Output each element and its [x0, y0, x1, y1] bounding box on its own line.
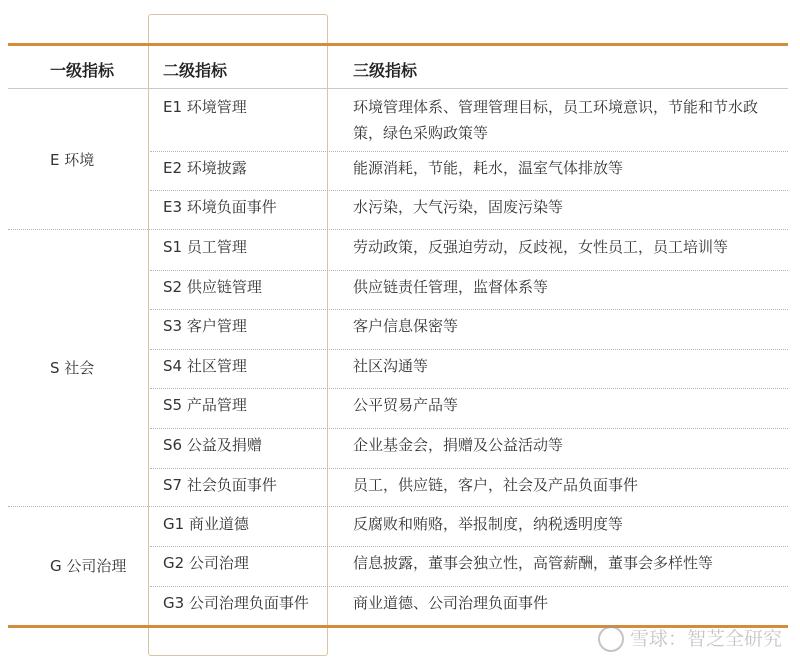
level3-indicator: 反腐败和贿赂，举报制度，纳税透明度等	[353, 515, 624, 533]
level2-indicator: G3 公司治理负面事件	[163, 594, 309, 612]
level3-indicator: 商业道德、公司治理负面事件	[353, 594, 549, 612]
level2-indicator: E1 环境管理	[163, 98, 247, 116]
level2-indicator: S1 员工管理	[163, 238, 247, 256]
row-divider	[150, 586, 788, 587]
level2-indicator: S2 供应链管理	[163, 278, 262, 296]
row-divider	[150, 349, 788, 350]
level2-indicator: S3 客户管理	[163, 317, 247, 335]
row-divider	[150, 388, 788, 389]
row-divider	[150, 270, 788, 271]
level3-indicator: 信息披露，董事会独立性，高管薪酬，董事会多样性等	[353, 554, 714, 572]
category-label: E 环境	[50, 150, 95, 169]
category-label: G 公司治理	[50, 557, 127, 575]
row-divider	[150, 151, 788, 152]
level2-indicator: E2 环境披露	[163, 159, 247, 177]
level3-indicator: 能源消耗，节能，耗水，温室气体排放等	[353, 159, 624, 177]
level3-indicator: 劳动政策，反强迫劳动，反歧视，女性员工，员工培训等	[353, 238, 729, 256]
snowball-logo-icon	[598, 626, 624, 652]
watermark-text: 雪球：智芝全研究	[629, 627, 782, 650]
row-divider	[150, 468, 788, 469]
level2-indicator: S6 公益及捐赠	[163, 436, 262, 454]
table-top-rule	[8, 43, 788, 46]
level2-indicator: G1 商业道德	[163, 515, 249, 533]
level2-indicator: S7 社会负面事件	[163, 476, 277, 494]
level3-indicator: 客户信息保密等	[353, 317, 459, 335]
watermark	[598, 624, 782, 653]
category-label: S 社会	[50, 359, 95, 377]
level3-indicator: 供应链责任管理，监督体系等	[353, 278, 549, 296]
header-level1: 一级指标	[50, 61, 115, 80]
header-level2: 二级指标	[163, 61, 228, 80]
level2-indicator: S5 产品管理	[163, 396, 247, 414]
header-level3: 三级指标	[353, 61, 418, 80]
level3-indicator: 社区沟通等	[353, 357, 429, 375]
level3-indicator: 水污染，大气污染，固废污染等	[353, 198, 564, 216]
group-divider	[8, 506, 788, 507]
level2-indicator: E3 环境负面事件	[163, 198, 277, 216]
row-divider	[150, 190, 788, 191]
row-divider	[150, 309, 788, 310]
level3-indicator: 企业基金会，捐赠及公益活动等	[353, 436, 564, 454]
group-divider	[8, 229, 788, 230]
level2-indicator: S4 社区管理	[163, 357, 247, 375]
level3-indicator: 环境管理体系、管理管理目标，员工环境意识，节能和节水政策，绿色采购政策等	[353, 98, 759, 142]
header-divider	[8, 88, 788, 89]
level3-indicator: 员工，供应链，客户，社会及产品负面事件	[353, 476, 639, 494]
row-divider	[150, 546, 788, 547]
row-divider	[150, 428, 788, 429]
level2-indicator: G2 公司治理	[163, 554, 249, 572]
level3-indicator: 公平贸易产品等	[353, 396, 459, 414]
